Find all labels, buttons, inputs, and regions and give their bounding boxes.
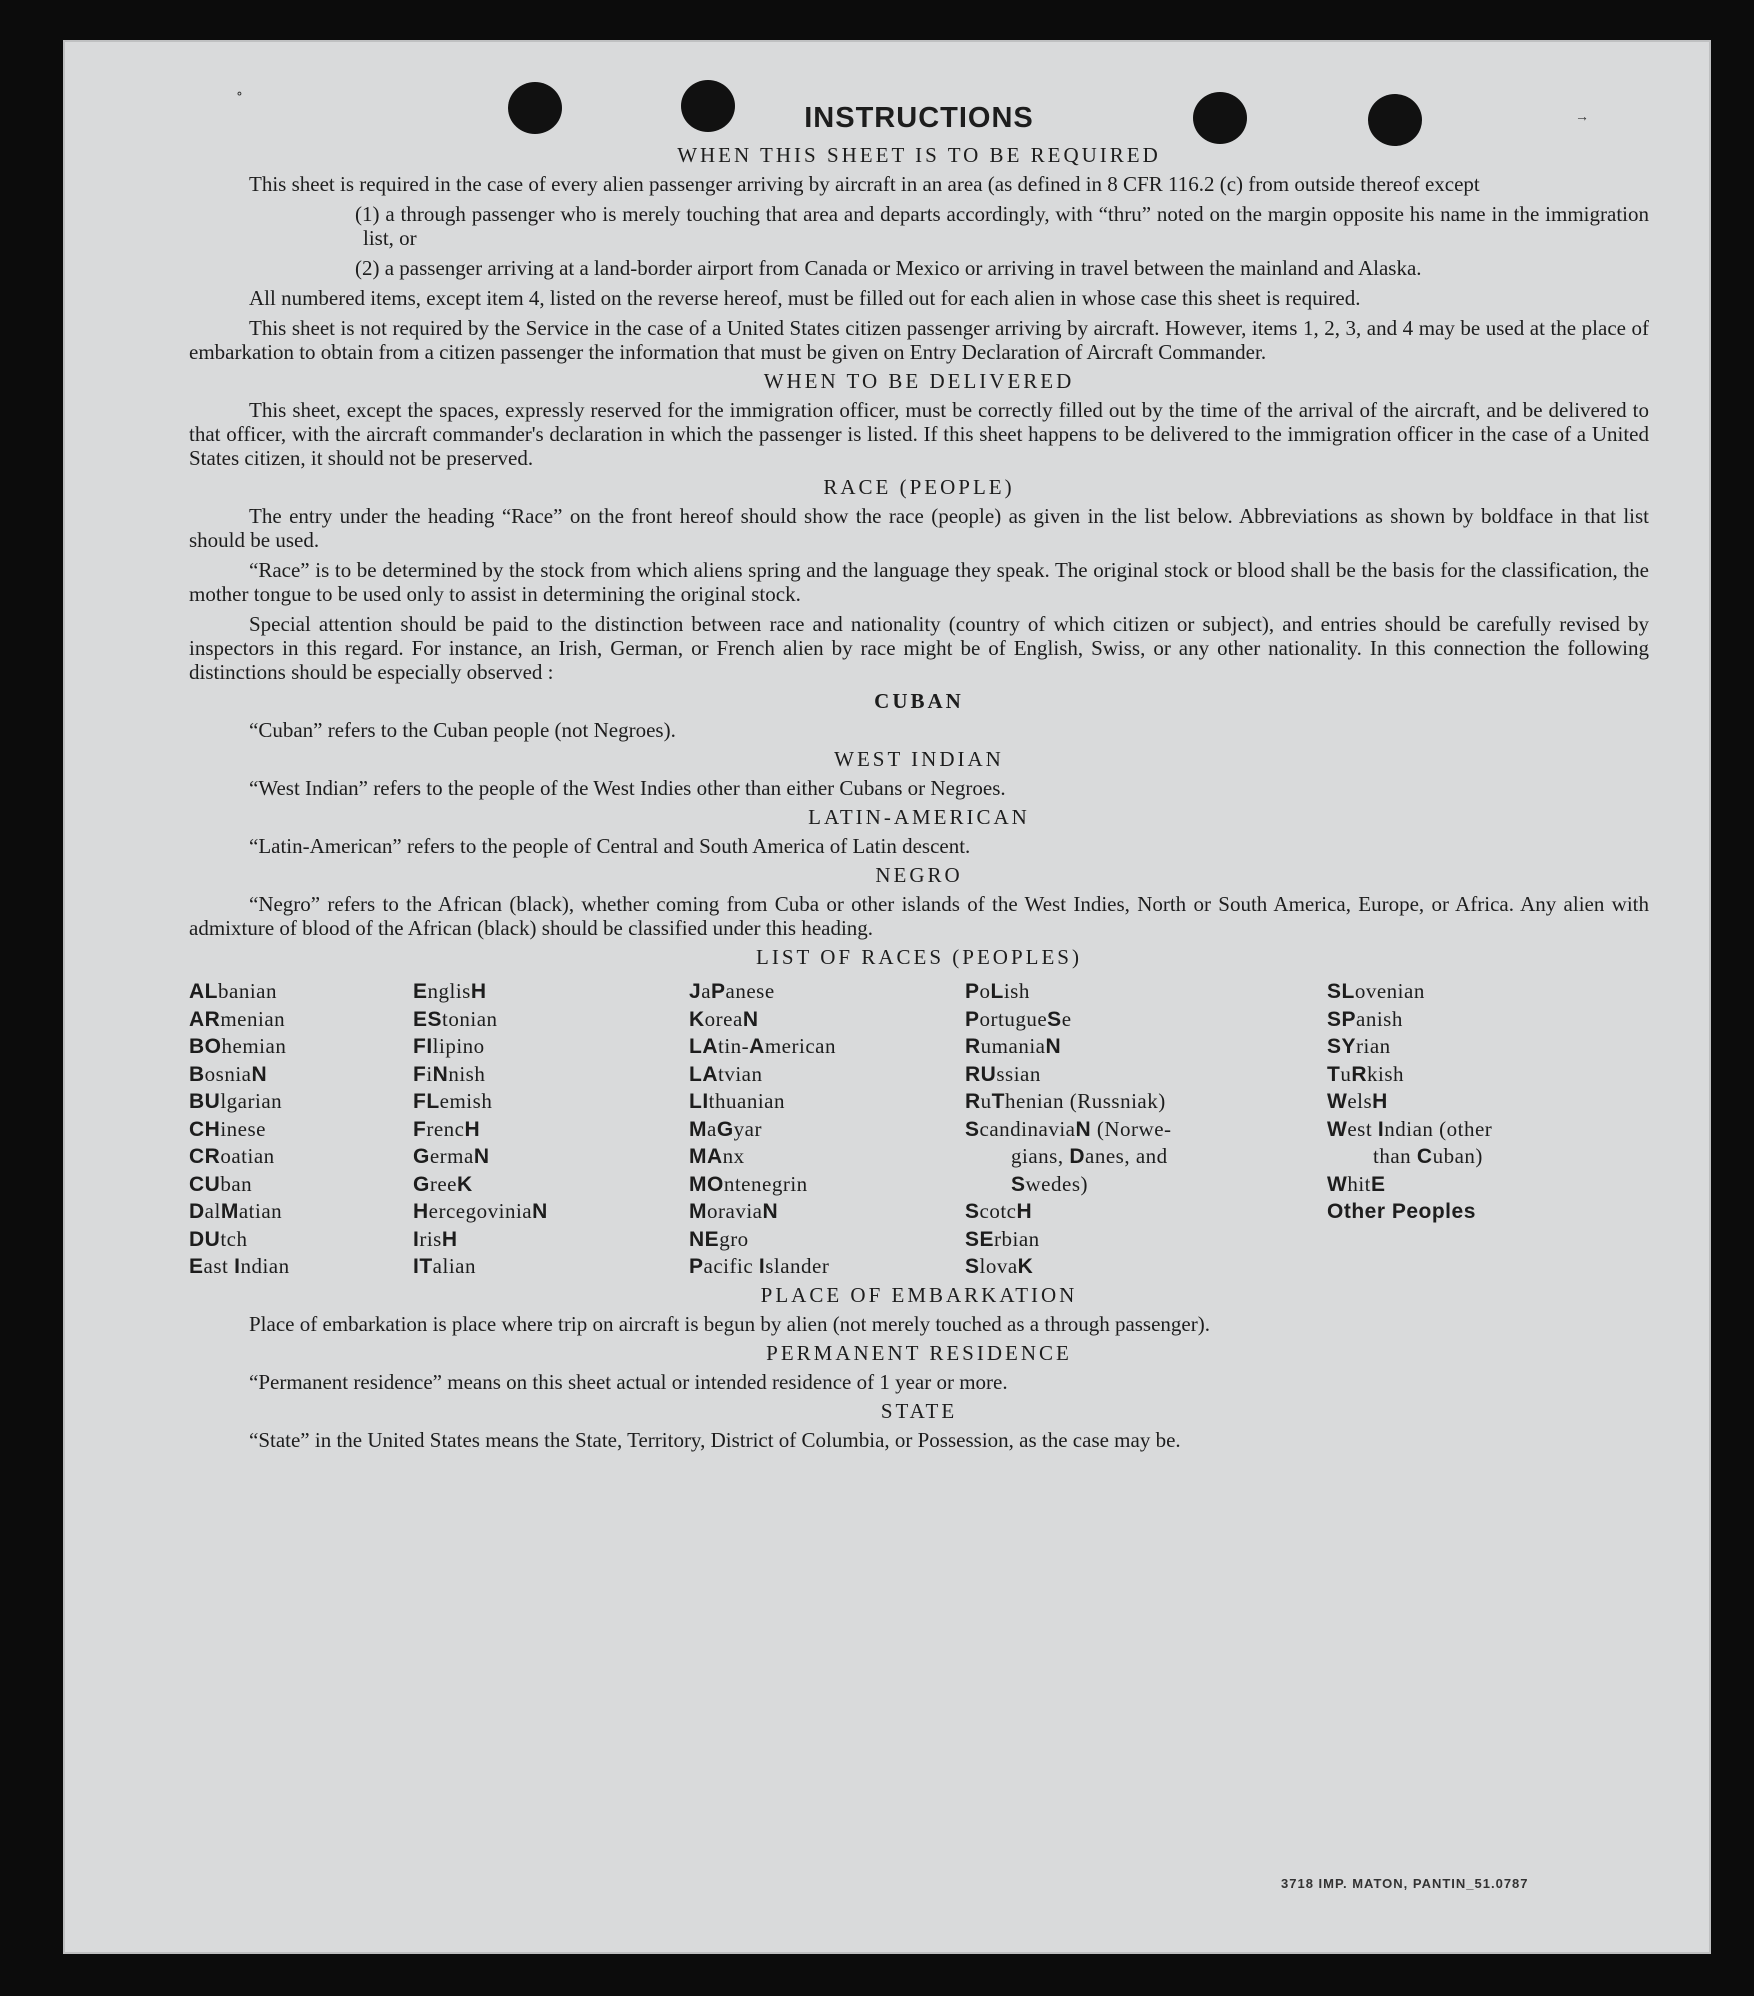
race-entry: LAtin-American: [689, 1034, 836, 1058]
race-entry: ScandinaviaN (Norwe-: [965, 1116, 1172, 1141]
race-entry: SYrian: [1327, 1034, 1391, 1058]
race-entry: CUban: [189, 1171, 253, 1196]
section-heading: CUBAN: [874, 689, 964, 713]
race-entry: ScotcH: [965, 1199, 1033, 1223]
race-entry: FiNnish: [413, 1061, 486, 1086]
section-heading: WHEN THIS SHEET IS TO BE REQUIRED: [677, 143, 1161, 167]
races-column: [189, 978, 290, 1281]
paragraph: “Cuban” refers to the Cuban people (not Negroes).: [249, 718, 676, 742]
race-entry: JaPanese: [689, 979, 775, 1003]
race-entry: BUlgarian: [189, 1089, 283, 1113]
stray-mark: ∘: [236, 87, 243, 102]
race-entry: RumaniaN: [965, 1034, 1062, 1058]
section-heading: STATE: [880, 1399, 958, 1423]
paragraph: “Negro” refers to the African (black), whether coming from Cuba or other islands of the West Indies, North or South America, Europe, or Africa. Any alien with admixture of blood of the African (black) should be classified under this heading.: [189, 892, 1649, 940]
race-entry: HercegoviniaN: [413, 1199, 548, 1223]
paragraph: The entry under the heading “Race” on the front hereof should show the race (people) as given in the list below. Abbreviations as shown by boldface in that list should be used.: [189, 504, 1649, 552]
race-entry: PortugueSe: [965, 1006, 1072, 1031]
race-entry: CHinese: [189, 1116, 266, 1141]
page-title: INSTRUCTIONS: [804, 102, 1034, 134]
race-entry: GermaN: [413, 1144, 490, 1168]
race-entry: MoraviaN: [689, 1199, 779, 1223]
races-column: [689, 978, 836, 1281]
race-entry: IrisH: [413, 1226, 458, 1251]
race-entry: BosniaN: [189, 1061, 268, 1086]
section-heading: WEST INDIAN: [834, 747, 1004, 771]
paragraph: “State” in the United States means the State, Territory, District of Columbia, or Possession, as the case may be.: [249, 1428, 1181, 1452]
race-entry: FIlipino: [413, 1034, 485, 1058]
paragraph: “Latin-American” refers to the people of Central and South America of Latin descent.: [249, 834, 971, 858]
race-entry: EnglisH: [413, 979, 487, 1003]
race-entry: MOntenegrin: [689, 1171, 808, 1196]
race-entry: NEgro: [689, 1226, 749, 1251]
races-column: [413, 978, 548, 1281]
paragraph: Special attention should be paid to the distinction between race and nationality (country of which citizen or subject), and entries should be carefully revised by inspectors in this regard. For instance, an Irish, German, or French alien by race might be of English, Swiss, or any other nationality. In this connection the following distinctions should be especially observed :: [189, 612, 1649, 684]
paragraph: This sheet is required in the case of every alien passenger arriving by aircraft in an area (as defined in 8 CFR 116.2 (c) from outside thereof except: [249, 172, 1480, 196]
stray-mark: →: [1575, 110, 1589, 125]
race-entry: EStonian: [413, 1006, 498, 1031]
paragraph: This sheet is not required by the Service in the case of a United States citizen passenger arriving by aircraft. However, items 1, 2, 3, and 4 may be used at the place of embarkation to obtain from a citizen passenger the information that must be given on Entry Declaration of Aircraft Commander.: [189, 316, 1649, 364]
section-heading: RACE (PEOPLE): [823, 475, 1015, 499]
race-entry: MaGyar: [689, 1116, 762, 1141]
list-item: (1) a through passenger who is merely touching that area and departs accordingly, with “thru” noted on the margin opposite his name in the immigration list, or: [355, 202, 1649, 250]
paragraph: This sheet, except the spaces, expressly reserved for the immigration officer, must be correctly filled out by the time of the arrival of the aircraft, and be delivered to that officer, with the aircraft commander's declaration in which the passenger is listed. If this sheet happens to be delivered to the immigration officer in the case of a United States citizen, it should not be preserved.: [189, 398, 1649, 470]
race-entry: Swedes): [1011, 1171, 1088, 1196]
paragraph: “Permanent residence” means on this sheet actual or intended residence of 1 year or more.: [249, 1370, 1008, 1394]
race-entry: FrencH: [413, 1116, 481, 1141]
race-entry: DalMatian: [189, 1199, 283, 1223]
paragraph: All numbered items, except item 4, listed on the reverse hereof, must be filled out for each alien in whose case this sheet is required.: [249, 286, 1361, 310]
race-entry: WhitE: [1327, 1171, 1386, 1196]
race-entry: LIthuanian: [689, 1089, 785, 1113]
paragraph: Place of embarkation is place where trip on aircraft is begun by alien (not merely touched as a through passenger).: [249, 1312, 1210, 1336]
race-entry: MAnx: [689, 1144, 745, 1168]
printer-imprint: 3718 IMP. MATON, PANTIN_51.0787: [1281, 1876, 1529, 1891]
race-entry: East Indian: [189, 1254, 290, 1278]
race-entry: DUtch: [189, 1226, 248, 1251]
race-entry: FLemish: [413, 1089, 493, 1113]
race-entry: ITalian: [413, 1254, 476, 1278]
race-entry: than Cuban): [1373, 1144, 1483, 1168]
race-entry: RuThenian (Russniak): [965, 1089, 1166, 1113]
paragraph: “Race” is to be determined by the stock from which aliens spring and the language they speak. The original stock or blood shall be the basis for the classification, the mother tongue to be used only to assist in determining the original stock.: [189, 558, 1649, 606]
race-entry: CRoatian: [189, 1144, 275, 1168]
race-entry: Other Peoples: [1327, 1200, 1476, 1223]
race-entry: gians, Danes, and: [1011, 1144, 1168, 1168]
race-entry: SlovaK: [965, 1254, 1034, 1278]
section-heading: LIST OF RACES (PEOPLES): [756, 945, 1082, 969]
race-entry: WelsH: [1327, 1089, 1388, 1113]
races-column: [1327, 978, 1492, 1226]
paragraph: “West Indian” refers to the people of the West Indies other than either Cubans or Negroes.: [249, 776, 1006, 800]
race-entry: ALbanian: [189, 979, 277, 1003]
section-heading: PERMANENT RESIDENCE: [766, 1341, 1072, 1365]
race-entry: RUssian: [965, 1061, 1041, 1086]
races-column: [965, 978, 1172, 1281]
section-heading: WHEN TO BE DELIVERED: [763, 369, 1075, 393]
instructions-content: [189, 98, 1649, 1452]
section-heading: LATIN-AMERICAN: [808, 805, 1030, 829]
race-entry: KoreaN: [689, 1006, 759, 1031]
race-entry: ARmenian: [189, 1006, 286, 1031]
race-entry: SLovenian: [1327, 979, 1425, 1003]
race-entry: West Indian (other: [1327, 1116, 1493, 1141]
race-entry: SPanish: [1327, 1006, 1403, 1031]
race-entry: LAtvian: [689, 1061, 763, 1086]
race-entry: SErbian: [965, 1226, 1040, 1251]
race-entry: Pacific Islander: [689, 1254, 830, 1278]
list-item: (2) a passenger arriving at a land-border airport from Canada or Mexico or arriving in travel between the mainland and Alaska.: [355, 256, 1422, 280]
document-sheet: [63, 40, 1711, 1954]
race-entry: TuRkish: [1327, 1061, 1405, 1086]
race-entry: GreeK: [413, 1171, 473, 1196]
section-heading: PLACE OF EMBARKATION: [760, 1283, 1078, 1307]
section-heading: NEGRO: [875, 863, 963, 887]
races-list: [189, 978, 1649, 1278]
race-entry: PoLish: [965, 979, 1030, 1003]
race-entry: BOhemian: [189, 1034, 287, 1058]
